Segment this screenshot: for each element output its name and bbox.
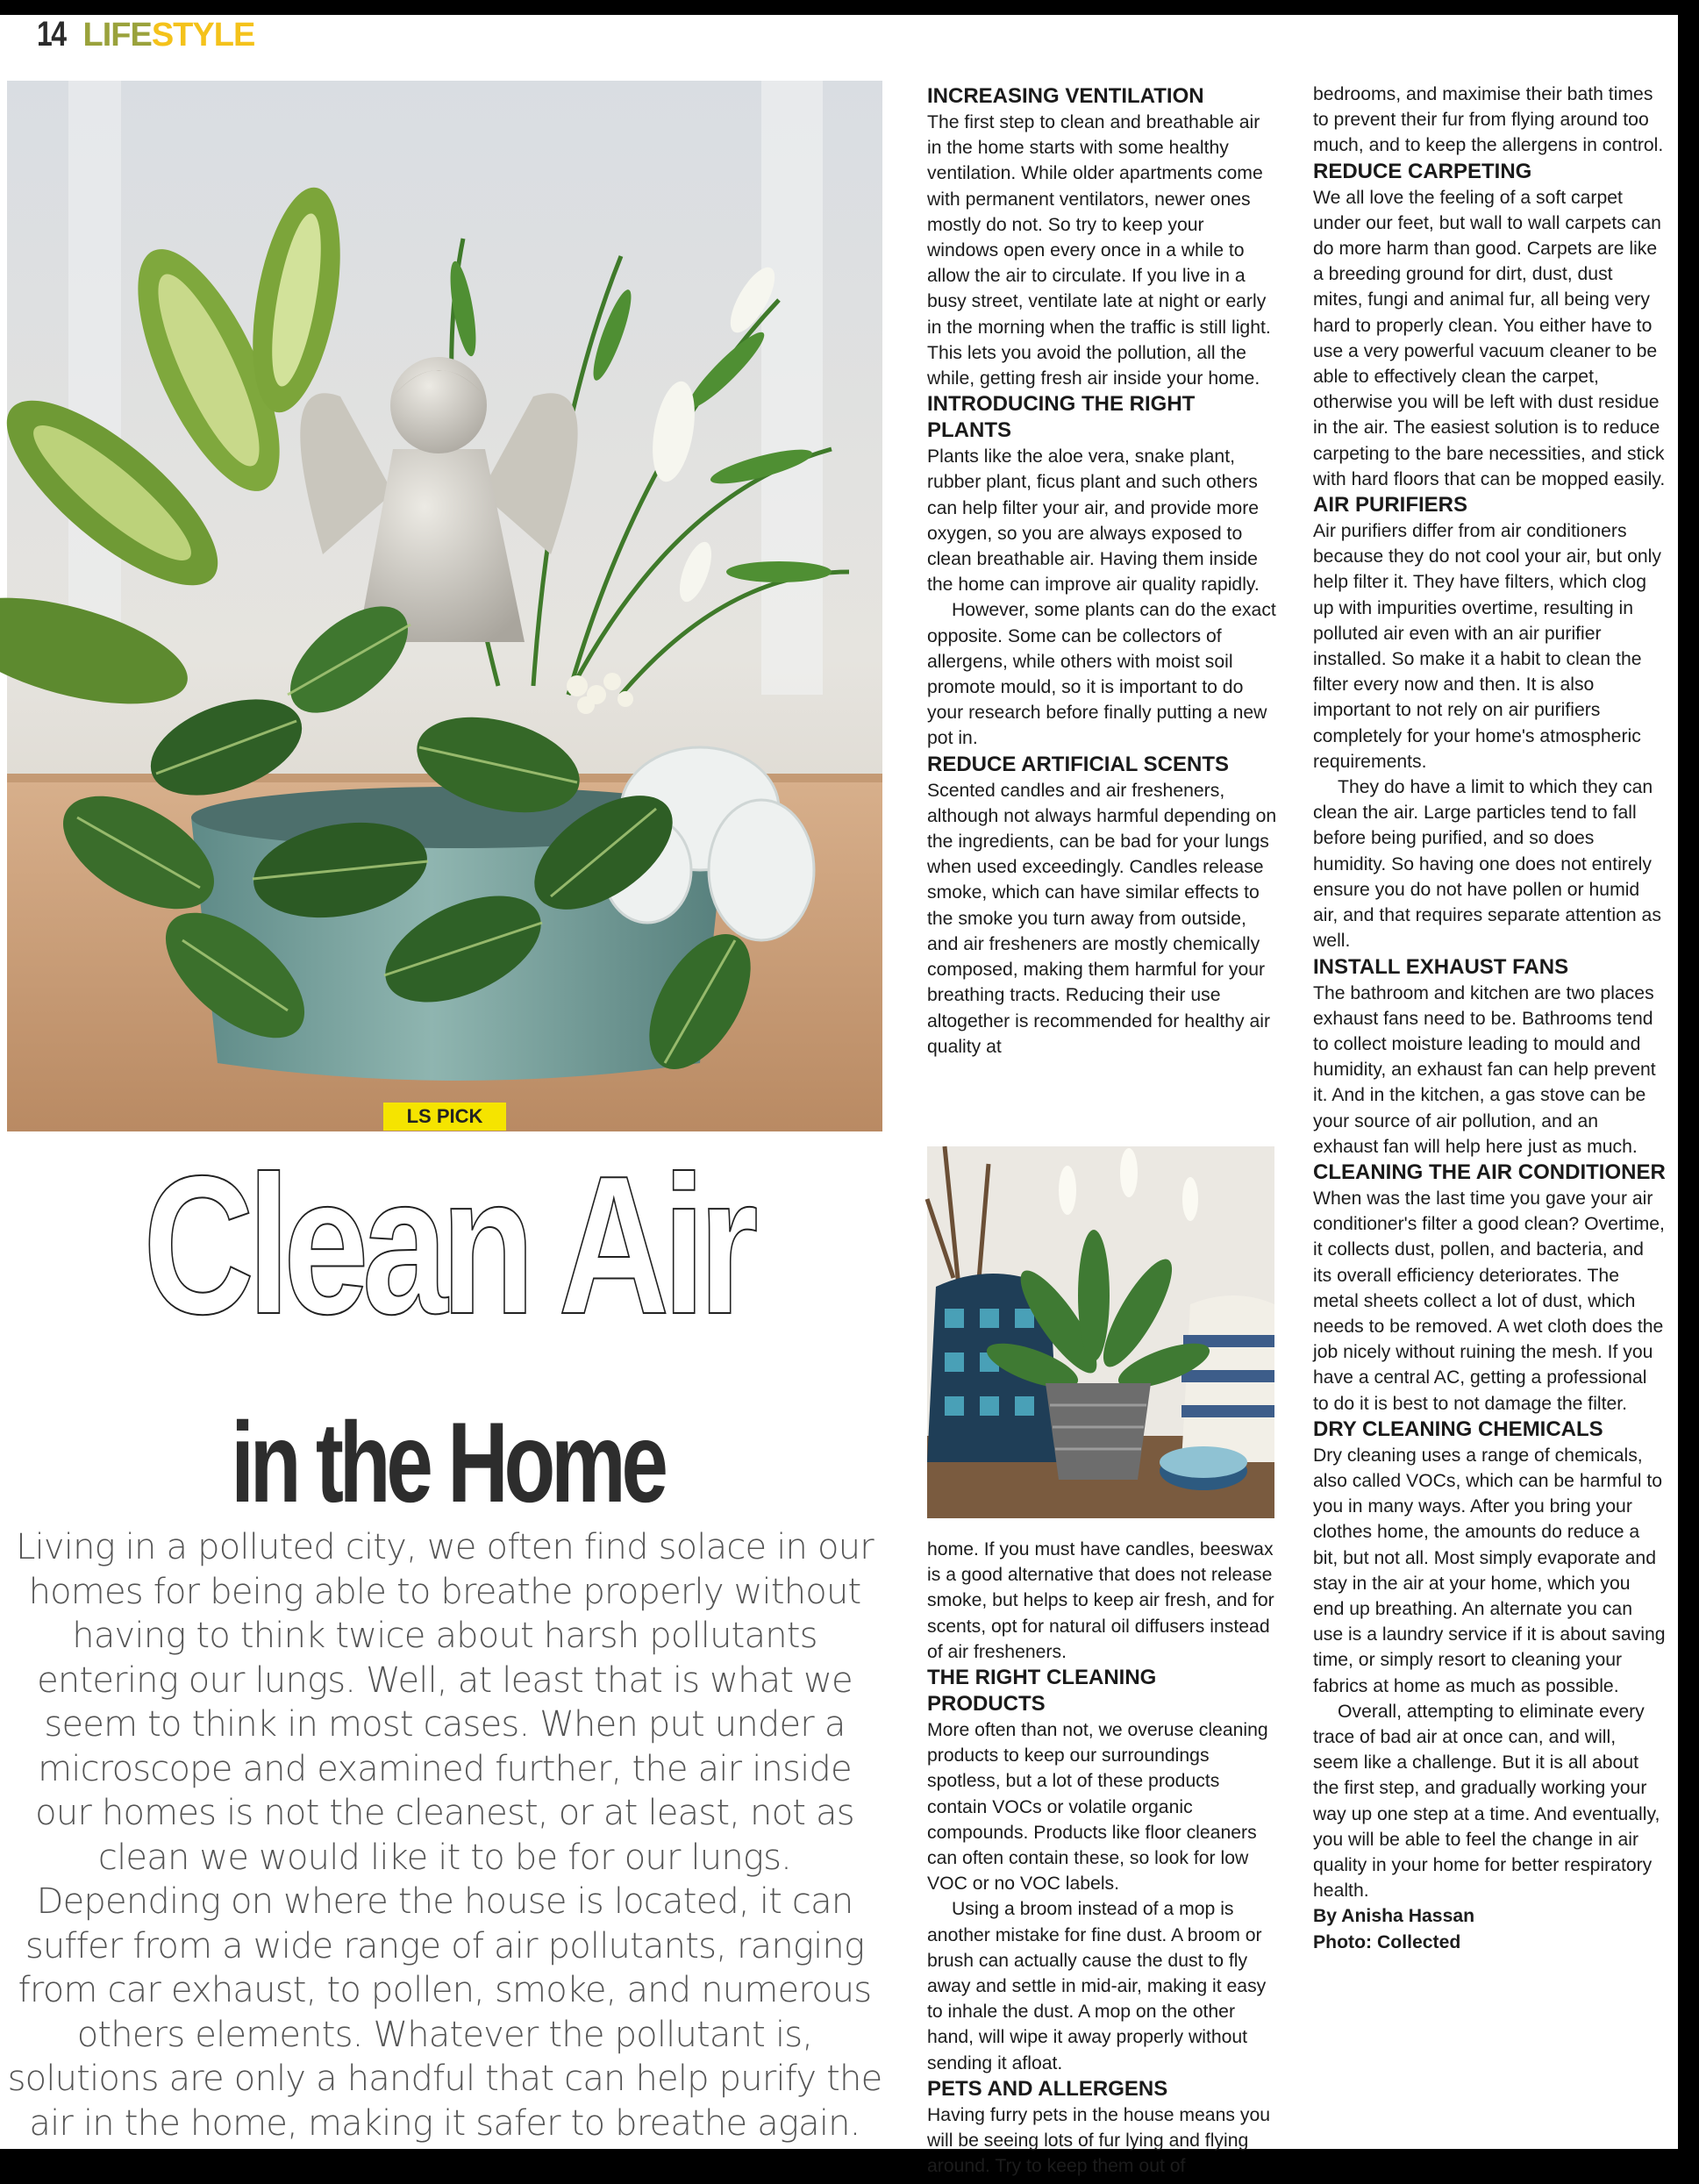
caption-tag: LS PICK: [383, 1103, 506, 1131]
peace-lily-vases-image: [927, 1146, 1274, 1518]
text-scents: Scented candles and air fresheners, although not always harmful depending on the ingredients, can be bad for your lungs when used exceedingly. Candles release smoke, which can have similar effects to the smoke you turn away from outside, and air fresheners are mostly chemically composed, making them harmful for your breathing tracts. Reducing their use altogether is recommended for healthy air quality at: [927, 780, 1277, 1057]
text-pets: Having furry pets in the house means you will be seeing lots of fur lying and flying around. Try to keep them out of: [927, 2104, 1271, 2177]
text-ventilation: The first step to clean and breathable air in the home starts with some healthy ventilation. While older apartments come with permanent ventilators, newer ones mostly do not. So try to keep your windows open every once in a while to allow the air to circulate. If you live in a busy street, ventilate late at night or early in the morning when the traffic is still light. This lets you avoid the pollution, all the while, getting fresh air inside your home.: [927, 112, 1271, 389]
heading-purifiers: AIR PURIFIERS: [1313, 493, 1468, 517]
vases-photo: [927, 1146, 1274, 1518]
text-scents-cont: home. If you must have candles, beeswax is a good alternative that does not release smoke, but helps to keep air fresh, and for scents, opt for natural oil diffusers instead of air fresheners.: [927, 1539, 1274, 1662]
heading-scents: REDUCE ARTIFICIAL SCENTS: [927, 752, 1230, 776]
text-cleaning-1: More often than not, we overuse cleaning products to keep our surroundings spotless, but a lot of these products contain VOCs or volatile organic compounds. Products like floor cleaners can often contain these, so look for low VOC or no VOC labels.: [927, 1720, 1268, 1895]
section-title: [83, 17, 255, 54]
newspaper-page: [0, 15, 1678, 2177]
plant-arrangement-image: [7, 81, 882, 1131]
intro-paragraph: Living in a polluted city, we often find solace in our homes for being able to breathe properly without having to think twice about harsh pollutants entering our lungs. Well, at least that is what we seem to think in most cases. When put under a microscope and examined further, the air inside our homes is not the cleanest, or at least, not as clean we would like it to be for our lungs. Depending on where the house is located, it can suffer from a wide range of air pollutants, ranging from car exhaust, to pollen, smoke, and numerous others elements. Whatever the pollutant is, solutions are only a handful that can help purify the air in the home, making it safer to breathe again.: [7, 1527, 882, 2144]
headline-line-2: in the Home: [231, 1398, 664, 1526]
heading-dry-cleaning: DRY CLEANING CHEMICALS: [1313, 1417, 1603, 1441]
page-header: [37, 15, 254, 57]
author-name: By Anisha Hassan: [1313, 1906, 1475, 1927]
article-column-3: [1313, 82, 1666, 1955]
text-dry-cleaning-2: Overall, attempting to eliminate every trace of bad air at once can, and will, seem like a challenge. But it is all about the first step, and gradually working your way up one step at a time. And eventually, you will be able to feel the change in air quality in your home for better respiratory health.: [1313, 1701, 1660, 1902]
byline: [1313, 1903, 1666, 1954]
text-purifiers-1: Air purifiers differ from air conditioners because they do not cool your air, but only help filter it. They have filters, which clog up with impurities overtime, resulting in polluted air even with an air purifier installed. So make it a habit to clean the filter every now and then. It is also important to not rely on air purifiers completely for your home's atmospheric requirements.: [1313, 521, 1661, 772]
heading-ac: CLEANING THE AIR CONDITIONER: [1313, 1160, 1666, 1184]
text-cleaning-2: Using a broom instead of a mop is another mistake for fine dust. A broom or brush can actually cause the dust to fly away and settle in mid-air, making it easy to inhale the dust. A mop on the other hand, will wipe it away properly without sending it afloat.: [927, 1899, 1267, 2073]
heading-pets: PETS AND ALLERGENS: [927, 2076, 1168, 2101]
text-ac: When was the last time you gave your air conditioner's filter a good clean? Overtime, it collects dust, pollen, and bacteria, and its overall efficiency deteriorates. The metal sheets collect a lot of dust, which needs to be removed. A wet cloth does the job nicely without ruining the mesh. If you have a central AC, getting a professional to do it is best to not damage the filter.: [1313, 1188, 1665, 1414]
hero-photo: [7, 81, 882, 1131]
article-column-1: [927, 83, 1278, 1060]
text-purifiers-2: They do have a limit to which they can clean the air. Large particles tend to fall before being purified, and so does humidity. So having one does not entirely ensure you do not have pollen or humid air, and that requires separate attention as well.: [1313, 777, 1661, 952]
heading-exhaust: INSTALL EXHAUST FANS: [1313, 954, 1569, 979]
text-carpeting: We all love the feeling of a soft carpet under our feet, but wall to wall carpets can do more harm than good. Carpets are like a breeding ground for dirt, dust, dust mites, fungi and animal fur, all being very hard to properly clean. You either have to use a very powerful vacuum cleaner to be able to effectively clean the carpet, otherwise you will be left with dust residue in the air. The easiest solution is to reduce carpeting to the bare necessities, and stick with hard floors that can be mopped easily.: [1313, 187, 1666, 489]
text-dry-cleaning-1: Dry cleaning uses a range of chemicals, also called VOCs, which can be harmful to you in many ways. After you bring your clothes home, the amounts do reduce a bit, but not all. Most simply evaporate and stay in the air at your home, which you end up breathing. An alternate you can use is a laundry service if it is about saving time, or simply resort to cleaning your fabrics at home as much as possible.: [1313, 1445, 1666, 1696]
heading-ventilation: INCREASING VENTILATION: [927, 84, 1204, 108]
section-word-1: LIFE: [82, 17, 152, 54]
page-number: 14: [37, 15, 66, 54]
text-plants-2: However, some plants can do the exact opposite. Some can be collectors of allergens, while others with moist soil promote mould, so it is important to do your research before finally putting a new pot in.: [927, 600, 1276, 749]
article-column-2: [927, 1537, 1278, 2179]
text-exhaust: The bathroom and kitchen are two places exhaust fans need to be. Bathrooms tend to collect moisture leading to mould and humidity, an exhaust fan can help prevent it. And in the kitchen, a gas stove can be your source of air pollution, and an exhaust fan will help here just as much.: [1313, 982, 1656, 1157]
text-plants-1: Plants like the aloe vera, snake plant, rubber plant, ficus plant and such others can help filter your air, and provide more oxygen, so you are always exposed to clean breathable air. Having them inside the home can improve air quality rapidly.: [927, 446, 1260, 596]
text-pets-cont: bedrooms, and maximise their bath times to prevent their fur from flying around too much, and to keep the allergens in control.: [1313, 84, 1664, 156]
section-word-2: STYLE: [151, 17, 255, 54]
heading-cleaning-products: THE RIGHT CLEANING PRODUCTS: [927, 1666, 1157, 1717]
headline-line-1: Clean Air: [143, 1134, 752, 1355]
heading-plants: INTRODUCING THE RIGHT PLANTS: [927, 392, 1196, 443]
heading-carpeting: REDUCE CARPETING: [1313, 159, 1532, 183]
photo-credit: Photo: Collected: [1313, 1931, 1461, 1952]
